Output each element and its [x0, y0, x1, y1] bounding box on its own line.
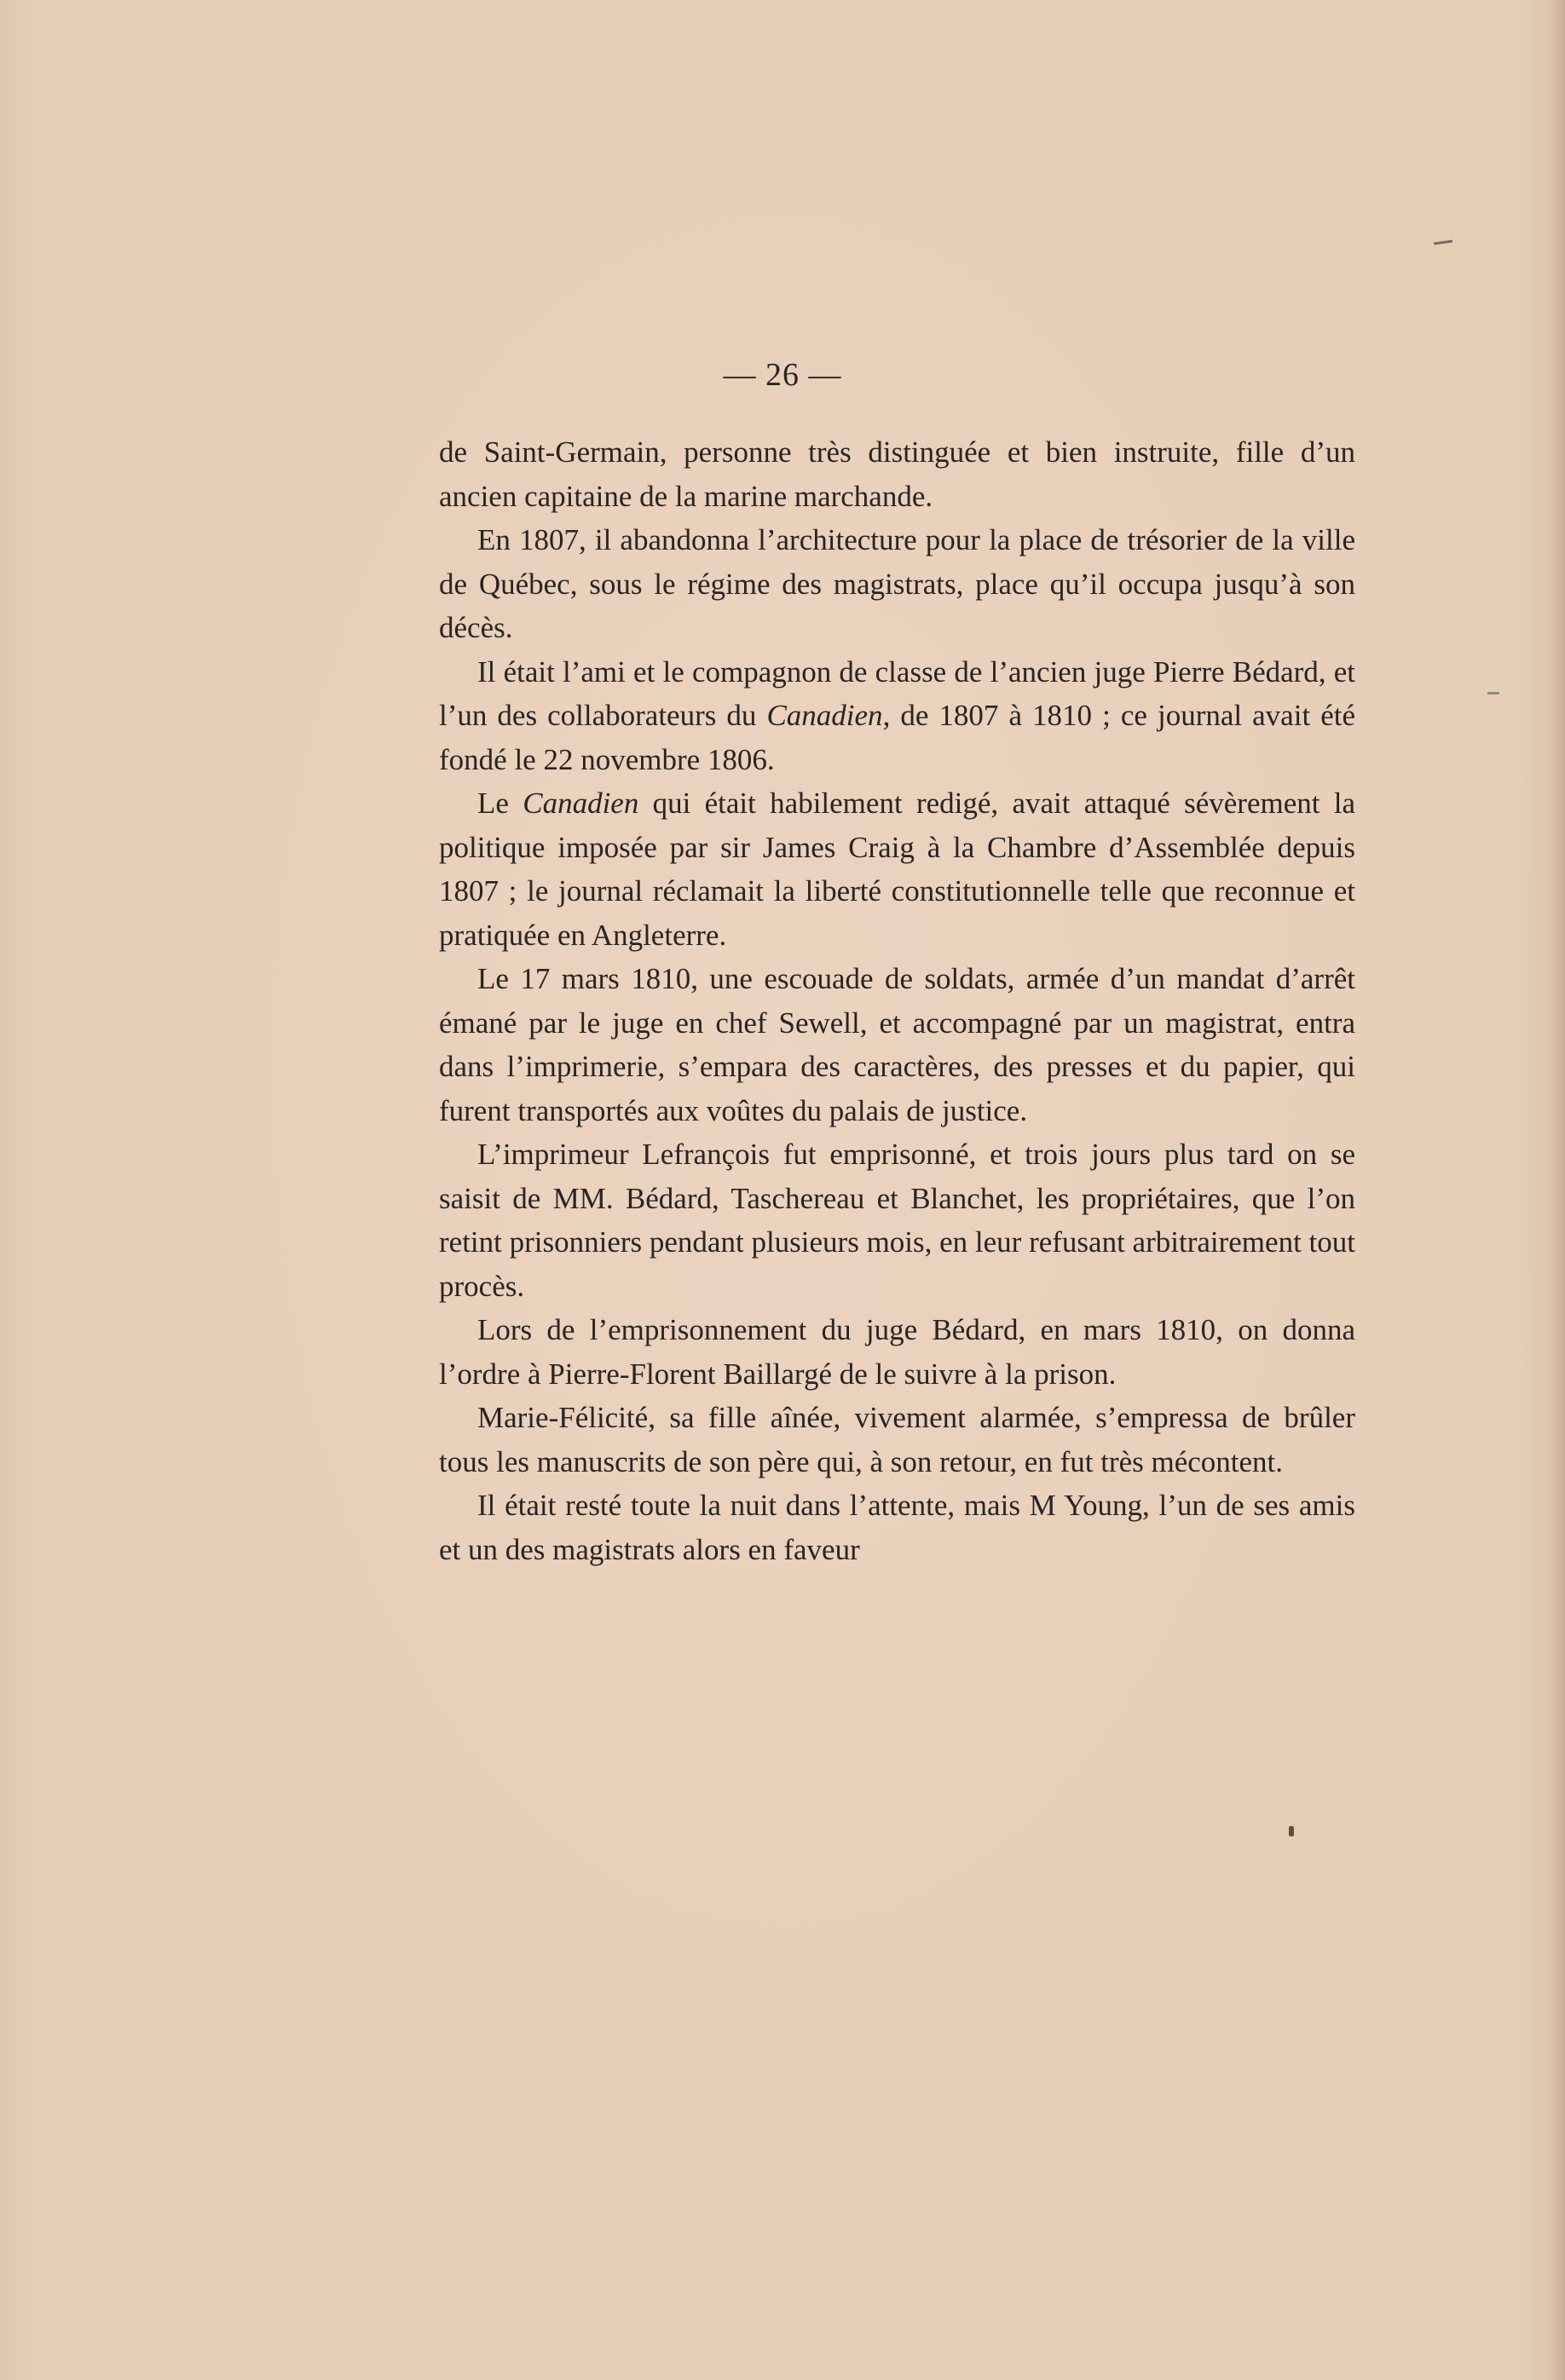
paragraph-text: Le 17 mars 1810, une escouade de soldats, armée d’un mandat d’arrêt émané par le juge en chef Sewell, et accompagné par un magistrat, entra dans l’imprimerie, s’empara des caractères, des presses et du papier, qui furent transportés aux voûtes du palais de justice.: [439, 962, 1355, 1127]
paragraph-text: En 1807, il abandonna l’architecture pour la place de trésorier de la ville de Québec, sous le régime des magistrats, place qu’il occupa jusqu’à son décès.: [439, 523, 1355, 644]
paragraph-text: qui était habilement redigé, avait attaqué sévèrement la politique imposée par sir James Craig à la Chambre d’Assemblée depuis 1807 ; le journal réclamait la liberté constitutionnelle telle que reconnue et pratiquée en Angleterre.: [439, 787, 1356, 952]
paragraph-text: Lors de l’emprisonnement du juge Bédard, en mars 1810, on donna l’ordre à Pierre-Florent Baillargé de le suivre à la prison.: [439, 1313, 1355, 1391]
paragraph-text: Marie-Félicité, sa fille aînée, vivement alarmée, s’empressa de brûler tous les manuscrits de son père qui, à son retour, en fut très mécontent.: [439, 1401, 1355, 1478]
paragraph: [439, 1132, 1355, 1308]
paragraph-text: Le: [477, 787, 523, 820]
ink-speck: [1289, 1826, 1294, 1836]
paragraph: [439, 518, 1355, 650]
body-text: [439, 430, 1355, 1571]
paragraph: [439, 1484, 1355, 1571]
page-number: — 26 —: [723, 357, 842, 393]
paragraph: [439, 1308, 1355, 1396]
paragraph-text: Il était l’ami et le compagnon de classe de l’ancien juge Pierre Bédard, et l’un des collaborateurs du: [439, 654, 1355, 732]
ink-mark: [1434, 239, 1452, 245]
newspaper-title: Canadien: [766, 699, 883, 732]
ink-mark: [1487, 692, 1499, 694]
paragraph: [439, 1396, 1355, 1484]
paragraph: [439, 781, 1355, 957]
paragraph-text: , de 1807 à 1810 ; ce journal avait été fondé le 22 novembre 1806.: [439, 699, 1356, 776]
paragraph: [439, 650, 1355, 782]
paragraph: [439, 430, 1355, 518]
paragraph-text: de Saint-Germain, personne très distinguée et bien instruite, fille d’un ancien capitaine de la marine marchande.: [439, 435, 1355, 513]
newspaper-title: Canadien: [523, 787, 639, 820]
paragraph-text: Il était resté toute la nuit dans l’attente, mais M Young, l’un de ses amis et un des magistrats alors en faveur: [439, 1489, 1355, 1566]
paragraph-text: L’imprimeur Lefrançois fut emprisonné, et trois jours plus tard on se saisit de MM. Bédard, Taschereau et Blanchet, les propriétaires, que l’on retint prisonniers pendant plusieurs mois, en leur refusant arbitrairement tout procès.: [439, 1138, 1355, 1303]
paragraph: [439, 957, 1355, 1132]
